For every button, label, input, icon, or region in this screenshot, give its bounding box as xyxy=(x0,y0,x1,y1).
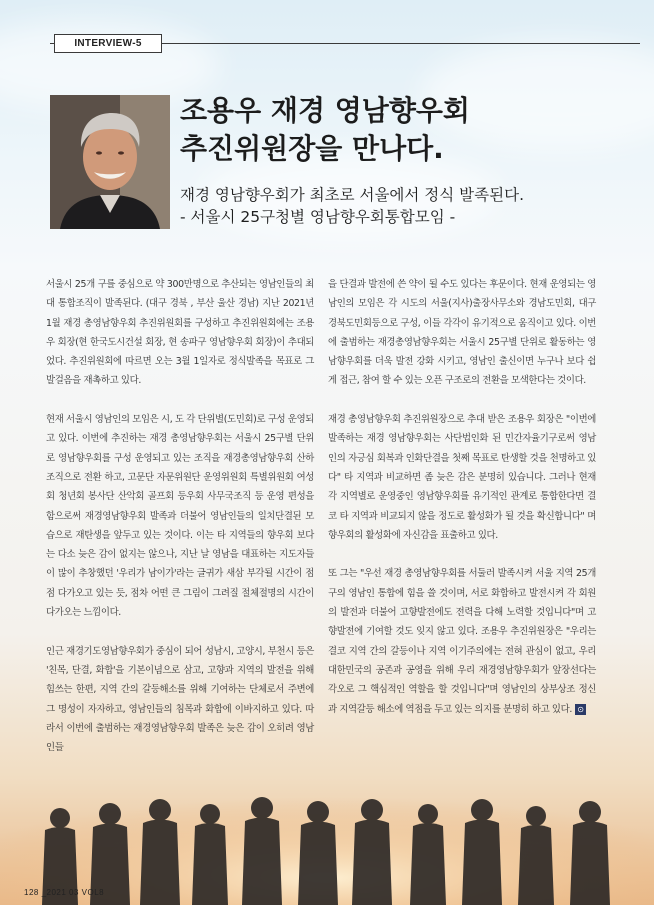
portrait-illustration xyxy=(50,95,170,229)
subtitle-line: 재경 영남향우회가 최초로 서울에서 정식 발족된다. xyxy=(180,186,524,204)
left-column xyxy=(46,275,314,777)
interviewee-photo xyxy=(50,95,170,229)
article-subtitle xyxy=(180,184,640,228)
body-paragraph: 재경 총영남향우회 추진위원장으로 추대 받은 조용우 회장은 "이번에 발족하는 재경 영남향우회는 사단법인화 된 민간자율기구로써 영남인의 자긍심 회복과 인화단결을 첫째 목표로 탄생할 것을 천명하고 있다" 타 지역과 비교하면 좀 늦은 감은 분명히 있습니다. 그러나 현재 각 지역별로 운영중인 영남향우회를 유기적인 관계로 통합한다면 결코 타 지역과 비교되지 않을 정도로 활성화가 될 것을 확신합니다" 며 향우회의 활성화에 자신감을 표출하고 있다. xyxy=(328,414,596,541)
title-line: 조용우 재경 영남향우회 xyxy=(180,94,470,127)
end-of-article-icon: ⊙ xyxy=(575,704,586,715)
crowd-silhouette-illustration xyxy=(0,770,654,905)
body-paragraph: 을 단결과 발전에 쓴 약이 될 수도 있다는 후문이다. 현재 운영되는 영남인의 모임은 각 시도의 서울(지사)출장사무소와 경남도민회, 대구경북도민회등으로 구성, 이들 각각이 유기적으로 움직이고 있다. 이번에 출범하는 재경총영남향우회는 서울시 25구별 단위로 활동하는 영남향우회를 더욱 발전 강화 시키고, 영남인 출신이면 누구나 보다 쉽게 접근, 참여 할 수 있는 오픈 구조로의 전환을 모색한다는 것이다. xyxy=(328,279,596,387)
right-column xyxy=(328,275,596,738)
title-line: 추진위원장을 만나다. xyxy=(180,132,444,165)
body-paragraph: 현재 서울시 영남인의 모임은 시, 도 각 단위별(도민회)로 구성 운영되고 있다. 이번에 추진하는 재경 총영남향우회는 서울시 25구별 단위로 영남향우회를 구성 운영되고 있는 조직을 재경총영남향우회 산하조직으로 전환 하고, 고문단 자문위원단 운영위원회 특별위원회 여성회 청년회 봉사단 산악회 골프회 등우회 사무국조직 등 운영 편성을 함으로써 재경영남향우회 발족과 더불어 영남인들의 일치단결된 모습으로 재탄생을 앞두고 있는 것이다. 이는 타 지역들의 향우회 보다는 다소 늦은 감이 없지는 않으나, 지난 날 영남을 대표하는 지도자들이 많이 추창했던 '우리가 남이가'라는 글귀가 새삼 부각될 시간이 점점 다가오고 있는 듯, 점차 어떤 큰 그림이 그려질 절체절명의 시간이 다가오는 느낌이다. xyxy=(46,414,314,619)
body-paragraph xyxy=(328,564,596,718)
subtitle-line: - 서울시 25구청별 영남향우회통합모임 - xyxy=(180,208,456,226)
section-tag: INTERVIEW-5 xyxy=(54,34,162,53)
body-paragraph: 서울시 25개 구를 중심으로 약 300만명으로 추산되는 영남인들의 최대 통합조직이 발족된다. (대구 경북 , 부산 울산 경남) 지난 2021년 1월 재경 총영남향우회 추진위원회를 구성하고 추진위원회에는 조용우 회장(현 한국도시건설 회장, 현 송파구 영남향우회 회장)이 추대되었다. 추진위원회에 따르면 오는 3월 1일자로 정식발족을 목표로 그 발걸음을 재촉하고 있다. xyxy=(46,279,314,387)
page-footer: 128 _2021 03 VOL8 xyxy=(24,888,105,897)
body-paragraph: 인근 재경기도영남향우회가 중심이 되어 성남시, 고양시, 부천시 등은 '친목, 단결, 화합'을 기본이념으로 삼고, 고향과 지역의 발전을 위해 힘쓰는 한편, 지역 간의 갈등해소를 위해 기여하는 단체로서 주변에 그 명성이 자자하고, 영남인들의 침목과 화합에 이바지하고 있다. 따라서 이번에 출범하는 재경영남향우회 발족은 늦은 감이 오히려 영남인들 xyxy=(46,645,314,754)
closing-paragraph-text: 또 그는 "우선 재경 총영남향우회를 서둘러 발족시켜 서울 지역 25개 구의 영남인 통합에 힘을 쓸 것이며, 서로 화합하고 발전시켜 각 회원의 발전과 더불어 고향발전에도 전력을 다해 노력할 것입니다"며 고향발전에 기여할 것도 잊지 않고 있다. 조용우 추진위원장은 "우리는 결코 지역 간의 갈등이나 지역 이기주의에는 전혀 관심이 없고, 우리 대한민국의 공존과 공영을 위해 우리 재경영남향우회가 앞장선다는 각오로 그 핵심적인 역할을 할 것입니다"며 영남인의 상부상조 정신과 지역갈등 해소에 역점을 두고 있는 의지를 분명히 하고 있다. xyxy=(328,568,596,715)
article-title xyxy=(180,92,630,168)
